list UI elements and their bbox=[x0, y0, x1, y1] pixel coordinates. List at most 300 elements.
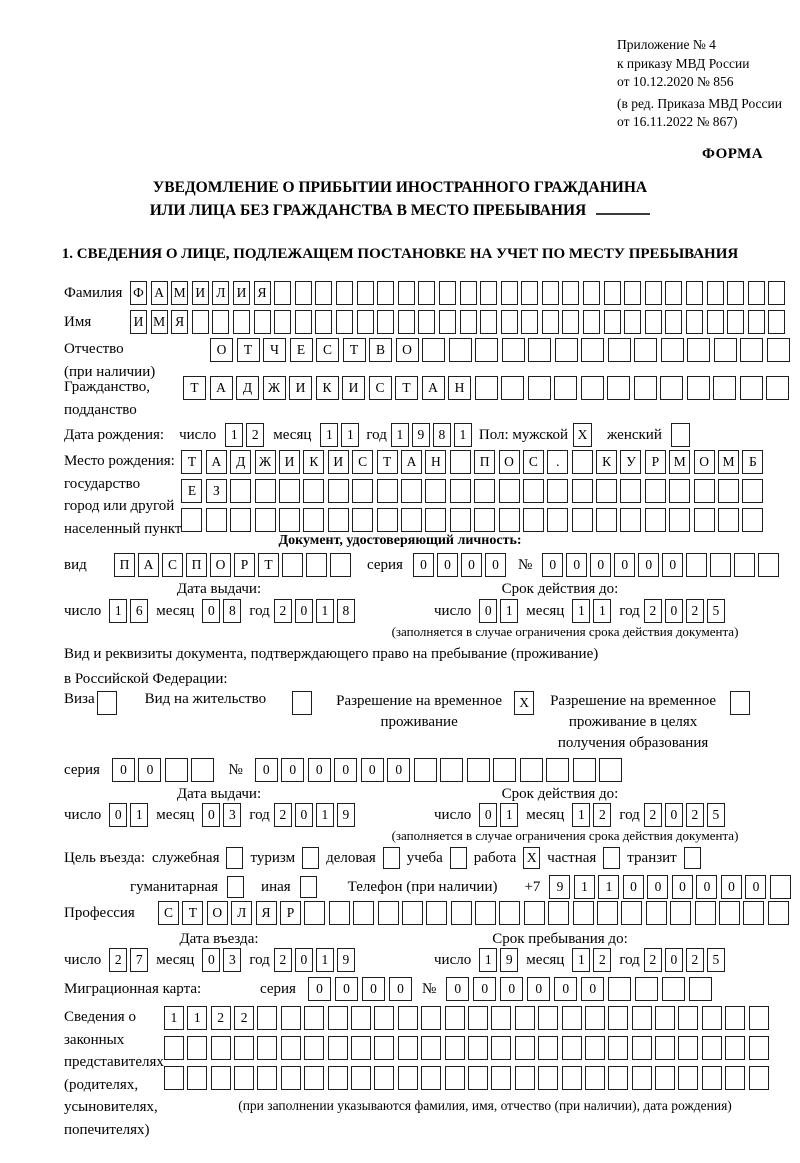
repr-row2-cells-cell[interactable] bbox=[515, 1036, 535, 1060]
resid-number-cells-cell[interactable] bbox=[493, 758, 516, 782]
birth-day-cells-cell[interactable]: 1 bbox=[225, 423, 243, 447]
profession-cells-cell[interactable]: Р bbox=[280, 901, 301, 925]
repr-row2-cells-cell[interactable] bbox=[281, 1036, 301, 1060]
purpose-humanitarian-checkbox-cell[interactable] bbox=[227, 876, 244, 898]
birth-place-row3-cells-cell[interactable] bbox=[620, 508, 641, 532]
patronymic-cells-cell[interactable]: Т bbox=[343, 338, 366, 362]
repr-row1-cells-cell[interactable] bbox=[257, 1006, 277, 1030]
surname-cells-cell[interactable] bbox=[645, 281, 662, 305]
resid-valid-year-cells-cell[interactable]: 5 bbox=[707, 803, 725, 827]
birth-place-row2-cells-cell[interactable] bbox=[694, 479, 715, 503]
entry-year-cells-cell[interactable]: 2 bbox=[274, 948, 292, 972]
profession-cells-cell[interactable] bbox=[719, 901, 740, 925]
doc-valid-year-cells-cell[interactable]: 2 bbox=[644, 599, 662, 623]
doc-type-cells-cell[interactable] bbox=[282, 553, 303, 577]
repr-row1-cells-cell[interactable] bbox=[515, 1006, 535, 1030]
birth-place-row2-cells-cell[interactable] bbox=[450, 479, 471, 503]
phone-cells-cell[interactable]: 1 bbox=[574, 875, 595, 899]
surname-cells-cell[interactable]: Ф bbox=[130, 281, 147, 305]
patronymic-cells-cell[interactable] bbox=[475, 338, 498, 362]
resid-number-cells-cell[interactable] bbox=[440, 758, 463, 782]
repr-row3-cells-cell[interactable] bbox=[328, 1066, 348, 1090]
repr-row1-cells-cell[interactable] bbox=[655, 1006, 675, 1030]
birth-place-row2-cells-cell[interactable] bbox=[352, 479, 373, 503]
birth-place-row3-cells-cell[interactable] bbox=[547, 508, 568, 532]
birth-place-row1-cells-cell[interactable]: А bbox=[401, 450, 422, 474]
repr-row3-cells-cell[interactable] bbox=[585, 1066, 605, 1090]
given-name-cells-cell[interactable] bbox=[254, 310, 271, 334]
doc-series-cells-cell[interactable]: 0 bbox=[437, 553, 458, 577]
phone-cells-cell[interactable]: 0 bbox=[672, 875, 693, 899]
profession-cells-cell[interactable] bbox=[426, 901, 447, 925]
surname-cells-cell[interactable] bbox=[336, 281, 353, 305]
doc-issue-year-cells-cell[interactable]: 2 bbox=[274, 599, 292, 623]
patronymic-cells-cell[interactable]: Т bbox=[237, 338, 260, 362]
surname-cells-cell[interactable] bbox=[665, 281, 682, 305]
doc-type-cells-cell[interactable]: С bbox=[162, 553, 183, 577]
migration-number-cells-cell[interactable]: 0 bbox=[527, 977, 550, 1001]
doc-type-cells-cell[interactable]: П bbox=[114, 553, 135, 577]
repr-row3-cells-cell[interactable] bbox=[281, 1066, 301, 1090]
temp-permit-checkbox-cell[interactable]: X bbox=[514, 691, 534, 715]
resid-valid-day-cells-cell[interactable]: 0 bbox=[479, 803, 497, 827]
phone-cells-cell[interactable]: 1 bbox=[598, 875, 619, 899]
birth-place-row2-cells-cell[interactable]: З bbox=[206, 479, 227, 503]
given-name-cells-cell[interactable] bbox=[665, 310, 682, 334]
repr-row3-cells-cell[interactable] bbox=[304, 1066, 324, 1090]
sex-female-checkbox-cell[interactable] bbox=[671, 423, 690, 447]
doc-issue-year-cells-cell[interactable]: 1 bbox=[316, 599, 334, 623]
birth-place-row2-cells-cell[interactable] bbox=[523, 479, 544, 503]
profession-cells-cell[interactable] bbox=[768, 901, 789, 925]
doc-type-cells-cell[interactable] bbox=[306, 553, 327, 577]
patronymic-cells-cell[interactable]: О bbox=[396, 338, 419, 362]
doc-number-cells-cell[interactable]: 0 bbox=[566, 553, 587, 577]
resid-number-cells-cell[interactable]: 0 bbox=[255, 758, 278, 782]
birth-place-row1-cells-cell[interactable]: С bbox=[352, 450, 373, 474]
stay-year-cells-cell[interactable]: 0 bbox=[665, 948, 683, 972]
birth-place-row3-cells-cell[interactable] bbox=[742, 508, 763, 532]
repr-row3-cells-cell[interactable] bbox=[421, 1066, 441, 1090]
repr-row3-cells-cell[interactable] bbox=[725, 1066, 745, 1090]
surname-cells-cell[interactable] bbox=[501, 281, 518, 305]
given-name-cells-cell[interactable] bbox=[501, 310, 518, 334]
birth-place-row3-cells-cell[interactable] bbox=[694, 508, 715, 532]
resid-issue-year-cells-cell[interactable]: 0 bbox=[295, 803, 313, 827]
given-name-cells-cell[interactable] bbox=[624, 310, 641, 334]
resid-number-cells-cell[interactable]: 0 bbox=[281, 758, 304, 782]
repr-row3-cells-cell[interactable] bbox=[655, 1066, 675, 1090]
birth-place-row1-cells-cell[interactable]: К bbox=[596, 450, 617, 474]
given-name-cells-cell[interactable] bbox=[212, 310, 229, 334]
migration-number-cells-cell[interactable]: 0 bbox=[500, 977, 523, 1001]
surname-cells-cell[interactable] bbox=[418, 281, 435, 305]
profession-cells-cell[interactable] bbox=[646, 901, 667, 925]
resid-series-cells-cell[interactable] bbox=[165, 758, 188, 782]
surname-cells-cell[interactable]: Я bbox=[254, 281, 271, 305]
birth-place-row1-cells-cell[interactable]: П bbox=[474, 450, 495, 474]
surname-cells-cell[interactable] bbox=[377, 281, 394, 305]
surname-cells-cell[interactable] bbox=[315, 281, 332, 305]
resid-valid-month-cells-cell[interactable]: 1 bbox=[572, 803, 590, 827]
doc-number-cells-cell[interactable] bbox=[686, 553, 707, 577]
sex-male-checkbox-cell[interactable]: X bbox=[573, 423, 592, 447]
citizenship-cells-cell[interactable] bbox=[554, 376, 577, 400]
stay-month-cells-cell[interactable]: 2 bbox=[593, 948, 611, 972]
citizenship-cells-cell[interactable]: И bbox=[342, 376, 365, 400]
birth-place-row3-cells-cell[interactable] bbox=[596, 508, 617, 532]
birth-place-row3-cells-cell[interactable] bbox=[669, 508, 690, 532]
surname-cells-cell[interactable] bbox=[727, 281, 744, 305]
repr-row1-cells-cell[interactable] bbox=[351, 1006, 371, 1030]
doc-number-cells-cell[interactable]: 0 bbox=[590, 553, 611, 577]
given-name-cells-cell[interactable] bbox=[583, 310, 600, 334]
surname-cells-cell[interactable] bbox=[604, 281, 621, 305]
repr-row2-cells-cell[interactable] bbox=[585, 1036, 605, 1060]
repr-row3-cells-cell[interactable] bbox=[608, 1066, 628, 1090]
birth-month-cells-cell[interactable]: 1 bbox=[320, 423, 338, 447]
birth-place-row2-cells-cell[interactable] bbox=[572, 479, 593, 503]
repr-row2-cells-cell[interactable] bbox=[491, 1036, 511, 1060]
birth-place-row1-cells-cell[interactable]: Т bbox=[181, 450, 202, 474]
repr-row3-cells-cell[interactable] bbox=[702, 1066, 722, 1090]
surname-cells-cell[interactable] bbox=[748, 281, 765, 305]
repr-row2-cells-cell[interactable] bbox=[725, 1036, 745, 1060]
doc-type-cells-cell[interactable]: А bbox=[138, 553, 159, 577]
given-name-cells-cell[interactable] bbox=[562, 310, 579, 334]
entry-month-cells-cell[interactable]: 0 bbox=[202, 948, 220, 972]
doc-type-cells-cell[interactable]: О bbox=[210, 553, 231, 577]
patronymic-cells-cell[interactable] bbox=[581, 338, 604, 362]
given-name-cells-cell[interactable] bbox=[377, 310, 394, 334]
citizenship-cells-cell[interactable] bbox=[713, 376, 736, 400]
resid-number-cells-cell[interactable] bbox=[546, 758, 569, 782]
repr-row1-cells-cell[interactable] bbox=[304, 1006, 324, 1030]
birth-place-row1-cells-cell[interactable]: Р bbox=[645, 450, 666, 474]
birth-place-row2-cells-cell[interactable] bbox=[328, 479, 349, 503]
birth-place-row2-cells-cell[interactable] bbox=[499, 479, 520, 503]
repr-row2-cells-cell[interactable] bbox=[187, 1036, 207, 1060]
resid-series-cells-cell[interactable]: 0 bbox=[112, 758, 135, 782]
resid-issue-year-cells-cell[interactable]: 2 bbox=[274, 803, 292, 827]
surname-cells-cell[interactable]: И bbox=[192, 281, 209, 305]
citizenship-cells-cell[interactable]: Т bbox=[183, 376, 206, 400]
doc-valid-month-cells-cell[interactable]: 1 bbox=[572, 599, 590, 623]
stay-day-cells-cell[interactable]: 1 bbox=[479, 948, 497, 972]
repr-row1-cells-cell[interactable] bbox=[328, 1006, 348, 1030]
repr-row1-cells-cell[interactable] bbox=[585, 1006, 605, 1030]
profession-cells-cell[interactable]: Т bbox=[182, 901, 203, 925]
residence-permit-checkbox-cell[interactable] bbox=[292, 691, 312, 715]
repr-row1-cells-cell[interactable]: 2 bbox=[211, 1006, 231, 1030]
surname-cells-cell[interactable] bbox=[542, 281, 559, 305]
given-name-cells-cell[interactable] bbox=[439, 310, 456, 334]
repr-row3-cells-cell[interactable] bbox=[351, 1066, 371, 1090]
stay-year-cells-cell[interactable]: 2 bbox=[686, 948, 704, 972]
doc-type-cells-cell[interactable]: Т bbox=[258, 553, 279, 577]
given-name-cells-cell[interactable]: М bbox=[151, 310, 168, 334]
surname-cells-cell[interactable]: Л bbox=[212, 281, 229, 305]
profession-cells-cell[interactable] bbox=[743, 901, 764, 925]
given-name-cells-cell[interactable] bbox=[707, 310, 724, 334]
birth-place-row1-cells-cell[interactable]: Б bbox=[742, 450, 763, 474]
birth-place-row1-cells-cell[interactable]: С bbox=[523, 450, 544, 474]
doc-issue-day-cells-cell[interactable]: 6 bbox=[130, 599, 148, 623]
birth-place-row3-cells-cell[interactable] bbox=[255, 508, 276, 532]
resid-number-cells-cell[interactable] bbox=[520, 758, 543, 782]
given-name-cells-cell[interactable] bbox=[418, 310, 435, 334]
citizenship-cells-cell[interactable] bbox=[660, 376, 683, 400]
doc-series-cells-cell[interactable]: 0 bbox=[461, 553, 482, 577]
birth-year-cells-cell[interactable]: 1 bbox=[391, 423, 409, 447]
entry-day-cells-cell[interactable]: 7 bbox=[130, 948, 148, 972]
repr-row2-cells-cell[interactable] bbox=[234, 1036, 254, 1060]
birth-place-row3-cells-cell[interactable] bbox=[181, 508, 202, 532]
patronymic-cells-cell[interactable]: Е bbox=[290, 338, 313, 362]
repr-row2-cells-cell[interactable] bbox=[632, 1036, 652, 1060]
patronymic-cells-cell[interactable] bbox=[767, 338, 790, 362]
repr-row1-cells-cell[interactable] bbox=[491, 1006, 511, 1030]
birth-place-row2-cells-cell[interactable] bbox=[645, 479, 666, 503]
resid-issue-year-cells-cell[interactable]: 1 bbox=[316, 803, 334, 827]
phone-cells-cell[interactable]: 9 bbox=[549, 875, 570, 899]
doc-issue-day-cells-cell[interactable]: 1 bbox=[109, 599, 127, 623]
repr-row3-cells-cell[interactable] bbox=[398, 1066, 418, 1090]
resid-issue-year-cells-cell[interactable]: 9 bbox=[337, 803, 355, 827]
birth-place-row1-cells-cell[interactable]: О bbox=[499, 450, 520, 474]
surname-cells-cell[interactable] bbox=[439, 281, 456, 305]
given-name-cells-cell[interactable] bbox=[727, 310, 744, 334]
resid-issue-day-cells-cell[interactable]: 0 bbox=[109, 803, 127, 827]
repr-row2-cells-cell[interactable] bbox=[445, 1036, 465, 1060]
birth-place-row3-cells-cell[interactable] bbox=[425, 508, 446, 532]
phone-cells-cell[interactable] bbox=[770, 875, 791, 899]
doc-valid-day-cells-cell[interactable]: 0 bbox=[479, 599, 497, 623]
repr-row1-cells-cell[interactable] bbox=[374, 1006, 394, 1030]
birth-place-row1-cells-cell[interactable]: М bbox=[669, 450, 690, 474]
repr-row1-cells-cell[interactable] bbox=[398, 1006, 418, 1030]
resid-number-cells-cell[interactable]: 0 bbox=[334, 758, 357, 782]
patronymic-cells-cell[interactable] bbox=[687, 338, 710, 362]
surname-cells-cell[interactable] bbox=[398, 281, 415, 305]
doc-type-cells-cell[interactable]: П bbox=[186, 553, 207, 577]
resid-issue-month-cells-cell[interactable]: 0 bbox=[202, 803, 220, 827]
birth-place-row2-cells-cell[interactable] bbox=[279, 479, 300, 503]
profession-cells-cell[interactable] bbox=[597, 901, 618, 925]
doc-number-cells-cell[interactable] bbox=[734, 553, 755, 577]
citizenship-cells-cell[interactable] bbox=[475, 376, 498, 400]
repr-row2-cells-cell[interactable] bbox=[328, 1036, 348, 1060]
given-name-cells-cell[interactable] bbox=[748, 310, 765, 334]
repr-row2-cells-cell[interactable] bbox=[749, 1036, 769, 1060]
repr-row1-cells-cell[interactable] bbox=[538, 1006, 558, 1030]
birth-place-row1-cells-cell[interactable]: И bbox=[279, 450, 300, 474]
resid-number-cells-cell[interactable]: 0 bbox=[387, 758, 410, 782]
birth-place-row1-cells-cell[interactable]: . bbox=[547, 450, 568, 474]
citizenship-cells-cell[interactable]: И bbox=[289, 376, 312, 400]
doc-issue-month-cells-cell[interactable]: 0 bbox=[202, 599, 220, 623]
given-name-cells-cell[interactable] bbox=[295, 310, 312, 334]
migration-number-cells-cell[interactable]: 0 bbox=[554, 977, 577, 1001]
given-name-cells-cell[interactable]: Я bbox=[171, 310, 188, 334]
given-name-cells-cell[interactable] bbox=[542, 310, 559, 334]
given-name-cells-cell[interactable] bbox=[336, 310, 353, 334]
repr-row1-cells-cell[interactable] bbox=[702, 1006, 722, 1030]
purpose-business-checkbox-cell[interactable] bbox=[383, 847, 400, 869]
entry-month-cells-cell[interactable]: 3 bbox=[223, 948, 241, 972]
birth-place-row3-cells-cell[interactable] bbox=[303, 508, 324, 532]
birth-place-row2-cells-cell[interactable] bbox=[401, 479, 422, 503]
given-name-cells-cell[interactable] bbox=[233, 310, 250, 334]
citizenship-cells-cell[interactable]: А bbox=[210, 376, 233, 400]
surname-cells-cell[interactable] bbox=[624, 281, 641, 305]
edu-permit-checkbox-cell[interactable] bbox=[730, 691, 750, 715]
birth-place-row2-cells-cell[interactable] bbox=[303, 479, 324, 503]
birth-place-row3-cells-cell[interactable] bbox=[230, 508, 251, 532]
birth-year-cells-cell[interactable]: 8 bbox=[433, 423, 451, 447]
repr-row2-cells-cell[interactable] bbox=[374, 1036, 394, 1060]
birth-month-cells-cell[interactable]: 1 bbox=[341, 423, 359, 447]
repr-row1-cells-cell[interactable] bbox=[421, 1006, 441, 1030]
entry-year-cells-cell[interactable]: 1 bbox=[316, 948, 334, 972]
resid-valid-year-cells-cell[interactable]: 2 bbox=[686, 803, 704, 827]
birth-place-row2-cells-cell[interactable] bbox=[596, 479, 617, 503]
doc-valid-year-cells-cell[interactable]: 5 bbox=[707, 599, 725, 623]
entry-year-cells-cell[interactable]: 9 bbox=[337, 948, 355, 972]
patronymic-cells-cell[interactable]: Ч bbox=[263, 338, 286, 362]
surname-cells-cell[interactable] bbox=[686, 281, 703, 305]
surname-cells-cell[interactable] bbox=[274, 281, 291, 305]
purpose-tourism-checkbox-cell[interactable] bbox=[302, 847, 319, 869]
repr-row3-cells-cell[interactable] bbox=[515, 1066, 535, 1090]
given-name-cells-cell[interactable] bbox=[604, 310, 621, 334]
patronymic-cells-cell[interactable] bbox=[661, 338, 684, 362]
birth-place-row1-cells-cell[interactable]: О bbox=[694, 450, 715, 474]
profession-cells-cell[interactable] bbox=[329, 901, 350, 925]
profession-cells-cell[interactable] bbox=[548, 901, 569, 925]
phone-cells-cell[interactable]: 0 bbox=[623, 875, 644, 899]
repr-row2-cells-cell[interactable] bbox=[304, 1036, 324, 1060]
birth-place-row3-cells-cell[interactable] bbox=[279, 508, 300, 532]
resid-number-cells-cell[interactable] bbox=[573, 758, 596, 782]
phone-cells-cell[interactable]: 0 bbox=[647, 875, 668, 899]
profession-cells-cell[interactable]: Я bbox=[256, 901, 277, 925]
repr-row2-cells-cell[interactable] bbox=[655, 1036, 675, 1060]
doc-series-cells-cell[interactable]: 0 bbox=[413, 553, 434, 577]
given-name-cells-cell[interactable] bbox=[315, 310, 332, 334]
visa-checkbox-cell[interactable] bbox=[97, 691, 117, 715]
resid-number-cells-cell[interactable]: 0 bbox=[308, 758, 331, 782]
repr-row3-cells-cell[interactable] bbox=[187, 1066, 207, 1090]
resid-issue-month-cells-cell[interactable]: 3 bbox=[223, 803, 241, 827]
repr-row3-cells-cell[interactable] bbox=[468, 1066, 488, 1090]
patronymic-cells-cell[interactable] bbox=[449, 338, 472, 362]
purpose-work-checkbox-cell[interactable]: X bbox=[523, 847, 540, 869]
migration-series-cells-cell[interactable]: 0 bbox=[335, 977, 358, 1001]
birth-place-row3-cells-cell[interactable] bbox=[718, 508, 739, 532]
purpose-private-checkbox-cell[interactable] bbox=[603, 847, 620, 869]
profession-cells-cell[interactable]: С bbox=[158, 901, 179, 925]
birth-place-row2-cells-cell[interactable] bbox=[718, 479, 739, 503]
purpose-official-checkbox-cell[interactable] bbox=[226, 847, 243, 869]
birth-place-row1-cells-cell[interactable] bbox=[450, 450, 471, 474]
repr-row2-cells-cell[interactable] bbox=[678, 1036, 698, 1060]
patronymic-cells-cell[interactable] bbox=[422, 338, 445, 362]
profession-cells-cell[interactable]: О bbox=[207, 901, 228, 925]
doc-number-cells-cell[interactable]: 0 bbox=[614, 553, 635, 577]
doc-type-cells-cell[interactable] bbox=[330, 553, 351, 577]
birth-place-row3-cells-cell[interactable] bbox=[377, 508, 398, 532]
profession-cells-cell[interactable] bbox=[524, 901, 545, 925]
given-name-cells-cell[interactable] bbox=[480, 310, 497, 334]
repr-row2-cells-cell[interactable] bbox=[608, 1036, 628, 1060]
citizenship-cells-cell[interactable] bbox=[528, 376, 551, 400]
repr-row3-cells-cell[interactable] bbox=[445, 1066, 465, 1090]
birth-place-row3-cells-cell[interactable] bbox=[450, 508, 471, 532]
citizenship-cells-cell[interactable] bbox=[766, 376, 789, 400]
birth-year-cells-cell[interactable]: 9 bbox=[412, 423, 430, 447]
profession-cells-cell[interactable] bbox=[402, 901, 423, 925]
given-name-cells-cell[interactable] bbox=[768, 310, 785, 334]
birth-place-row2-cells-cell[interactable] bbox=[377, 479, 398, 503]
resid-series-cells-cell[interactable] bbox=[191, 758, 214, 782]
surname-cells-cell[interactable] bbox=[480, 281, 497, 305]
profession-cells-cell[interactable] bbox=[695, 901, 716, 925]
birth-place-row1-cells-cell[interactable]: У bbox=[620, 450, 641, 474]
repr-row3-cells-cell[interactable] bbox=[211, 1066, 231, 1090]
repr-row2-cells-cell[interactable] bbox=[257, 1036, 277, 1060]
surname-cells-cell[interactable]: А bbox=[151, 281, 168, 305]
repr-row3-cells-cell[interactable] bbox=[632, 1066, 652, 1090]
doc-valid-year-cells-cell[interactable]: 0 bbox=[665, 599, 683, 623]
birth-place-row1-cells-cell[interactable]: К bbox=[303, 450, 324, 474]
doc-issue-year-cells-cell[interactable]: 0 bbox=[295, 599, 313, 623]
repr-row2-cells-cell[interactable] bbox=[421, 1036, 441, 1060]
birth-place-row1-cells-cell[interactable]: А bbox=[206, 450, 227, 474]
repr-row2-cells-cell[interactable] bbox=[211, 1036, 231, 1060]
doc-number-cells-cell[interactable]: 0 bbox=[662, 553, 683, 577]
resid-valid-year-cells-cell[interactable]: 2 bbox=[644, 803, 662, 827]
citizenship-cells-cell[interactable] bbox=[607, 376, 630, 400]
birth-place-row1-cells-cell[interactable] bbox=[572, 450, 593, 474]
birth-place-row1-cells-cell[interactable]: И bbox=[328, 450, 349, 474]
repr-row1-cells-cell[interactable]: 1 bbox=[164, 1006, 184, 1030]
repr-row3-cells-cell[interactable] bbox=[257, 1066, 277, 1090]
given-name-cells-cell[interactable] bbox=[645, 310, 662, 334]
citizenship-cells-cell[interactable]: Д bbox=[236, 376, 259, 400]
repr-row1-cells-cell[interactable] bbox=[562, 1006, 582, 1030]
migration-series-cells-cell[interactable]: 0 bbox=[362, 977, 385, 1001]
stay-day-cells-cell[interactable]: 9 bbox=[500, 948, 518, 972]
profession-cells-cell[interactable] bbox=[451, 901, 472, 925]
birth-place-row2-cells-cell[interactable] bbox=[255, 479, 276, 503]
repr-row2-cells-cell[interactable] bbox=[538, 1036, 558, 1060]
profession-cells-cell[interactable]: Л bbox=[231, 901, 252, 925]
given-name-cells-cell[interactable] bbox=[460, 310, 477, 334]
birth-place-row1-cells-cell[interactable]: Ж bbox=[255, 450, 276, 474]
surname-cells-cell[interactable] bbox=[562, 281, 579, 305]
citizenship-cells-cell[interactable] bbox=[581, 376, 604, 400]
resid-valid-day-cells-cell[interactable]: 1 bbox=[500, 803, 518, 827]
birth-place-row3-cells-cell[interactable] bbox=[499, 508, 520, 532]
repr-row1-cells-cell[interactable]: 2 bbox=[234, 1006, 254, 1030]
surname-cells-cell[interactable] bbox=[768, 281, 785, 305]
birth-place-row3-cells-cell[interactable] bbox=[352, 508, 373, 532]
citizenship-cells-cell[interactable] bbox=[634, 376, 657, 400]
birth-place-row2-cells-cell[interactable] bbox=[742, 479, 763, 503]
citizenship-cells-cell[interactable]: К bbox=[316, 376, 339, 400]
repr-row3-cells-cell[interactable] bbox=[538, 1066, 558, 1090]
